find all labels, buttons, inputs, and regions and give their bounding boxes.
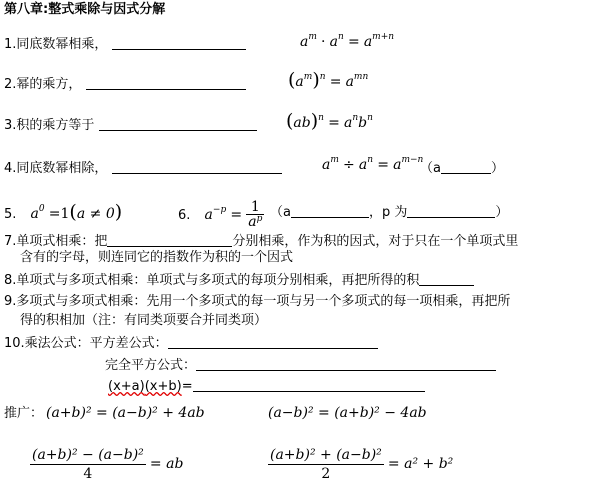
item-2-label: 2.幂的乘方，: [4, 77, 82, 92]
item-4-condition: （a ）: [420, 161, 504, 176]
extend-formula-3: $\frac{\text{(a+b)² − (a−b)²}}{4}$ = ab: [32, 447, 184, 482]
item-2-blank[interactable]: [86, 76, 246, 90]
item-7-line-1: 7.单项式相乘：把 分别相乘，作为积的因式，对于只在一个单项式里: [4, 234, 519, 249]
item-6-cond-blank-2[interactable]: [407, 204, 495, 218]
item-3-formula: $(ab)^n = a^nb^n$: [286, 110, 373, 132]
item-7-blank[interactable]: [107, 233, 232, 247]
item-10-blank-2[interactable]: [196, 357, 496, 371]
item-3: [4, 117, 257, 134]
item-4-cond-blank[interactable]: [441, 160, 491, 174]
item-10-xa-xb: (x+a)(x+b)=: [108, 378, 425, 395]
item-8-blank[interactable]: [419, 272, 474, 286]
item-4: [4, 160, 282, 177]
item-10-blank-3[interactable]: [193, 378, 425, 392]
item-4-formula: $a^m \div a^n = a^{m-n}$: [322, 155, 424, 173]
item-8: 8.单项式与多项式相乘：单项式与多项式的每项分别相乘，再把所得的积: [4, 272, 474, 289]
item-2: [4, 76, 246, 93]
page-title: 第八章:整式乘除与因式分解: [4, 2, 166, 17]
extend-label: 推广：: [4, 406, 44, 421]
item-10-perfect-square: 完全平方公式：: [105, 357, 496, 374]
item-6-cond-blank-1[interactable]: [291, 204, 369, 218]
item-10-blank-1[interactable]: [168, 335, 378, 349]
item-4-blank[interactable]: [112, 160, 282, 174]
item-6: 6. $a^{-p}$ = $\frac{1}{a^p}$: [178, 199, 263, 230]
extend-formula-2: (a−b)² = (a+b)² − 4ab: [268, 405, 427, 421]
item-3-blank[interactable]: [99, 117, 257, 131]
item-1-blank[interactable]: [112, 36, 246, 50]
item-6-condition: （a ，p 为 ）: [270, 205, 509, 220]
item-5: 5. $a^0 =1(a \ne 0)$: [4, 201, 123, 223]
item-4-label: 4.同底数幂相除，: [4, 161, 108, 176]
extend-formula-1: (a+b)² = (a−b)² + 4ab: [46, 405, 205, 421]
item-9-line-2: 得的积相加（注：有同类项要合并同类项）: [20, 313, 268, 328]
item-3-label: 3.积的乘方等于: [4, 118, 95, 133]
item-10-square-diff: 10.乘法公式：平方差公式：: [4, 335, 378, 352]
item-7-line-2: 含有的字母，则连同它的指数作为积的一个因式: [20, 250, 294, 265]
item-1-label: 1.同底数幂相乘，: [4, 37, 108, 52]
item-2-formula: $(a^m)^n = a^{mn}$: [288, 69, 369, 91]
item-9-line-1: 9.多项式与多项式相乘：先用一个多项式的每一项与另一个多项式的每一项相乘，再把所: [4, 294, 511, 309]
item-1-formula: $a^m \cdot a^n = a^{m+n}$: [300, 32, 395, 50]
item-1: [4, 36, 246, 53]
extend-formula-4: $\frac{\text{(a+b)² + (a−b)²}}{2}$ = a² + b²: [270, 447, 454, 482]
